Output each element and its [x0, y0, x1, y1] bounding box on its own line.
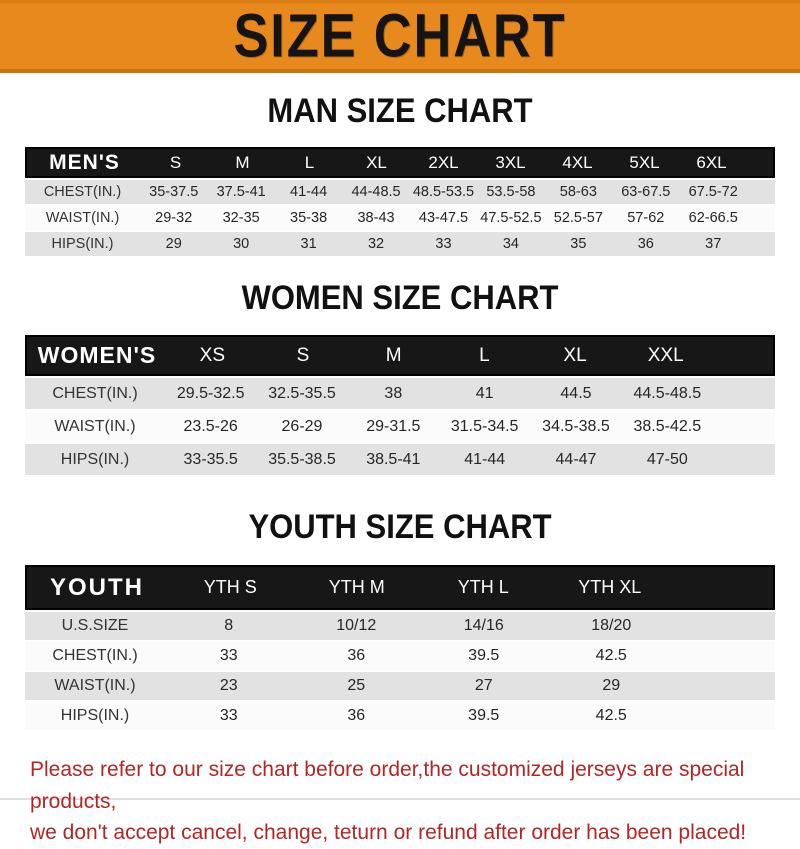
table-cell: 39.5 [468, 647, 500, 664]
column-header: YTH S [203, 577, 257, 597]
column-header: M [235, 152, 250, 172]
table-cell: 35.5-38.5 [268, 450, 336, 468]
table-cell: 42.5 [595, 647, 627, 664]
column-header: L [304, 152, 315, 172]
table-cell: 8 [224, 617, 234, 634]
table-row [25, 232, 775, 256]
column-header: 4XL [562, 152, 593, 172]
table-cell: 33 [219, 707, 238, 724]
column-header: XL [563, 344, 587, 366]
table-cell: 38 [384, 384, 403, 402]
table-cell: 48.5-53.5 [412, 184, 475, 200]
table-cell: 31.5-34.5 [450, 417, 519, 435]
column-header: 5XL [629, 152, 660, 172]
column-header: 3XL [495, 152, 526, 172]
row-label: WAIST(IN.) [54, 677, 136, 694]
table-cell: 52.5-57 [553, 210, 603, 226]
table-cell: 29 [165, 236, 182, 252]
table-cell: 29-32 [155, 210, 193, 226]
table-cell: 18/20 [591, 617, 632, 634]
disclaimer-line: we don't accept cancel, change, teturn or refund after order has been placed! [30, 821, 747, 844]
table-cell: 27 [474, 677, 493, 694]
row-label: CHEST(IN.) [43, 184, 122, 200]
table-body [25, 180, 775, 256]
table-header-label: MEN'S [49, 150, 120, 174]
table-cell: 35-37.5 [149, 184, 199, 200]
table-cell: 31 [300, 236, 317, 252]
table-header-label: YOUTH [50, 573, 144, 601]
table-cell: 32.5-35.5 [268, 384, 336, 402]
table-cell: 38.5-42.5 [633, 417, 702, 435]
table-header-row [25, 147, 775, 178]
table-cell: 29.5-32.5 [176, 384, 245, 402]
banner [0, 0, 800, 73]
table-cell: 10/12 [336, 617, 377, 634]
column-header: S [169, 152, 182, 172]
table-cell: 23.5-26 [183, 417, 238, 435]
table-cell: 23 [219, 677, 238, 694]
row-label: U.S.SIZE [61, 617, 129, 634]
table-cell: 33-35.5 [183, 450, 238, 468]
table-row [25, 672, 775, 700]
row-label: WAIST(IN.) [45, 210, 120, 226]
charts-container [0, 91, 800, 730]
disclaimer [30, 754, 800, 849]
row-label: WAIST(IN.) [54, 417, 136, 435]
size-table-youth [25, 565, 775, 730]
table-cell: 44.5 [560, 384, 592, 402]
disclaimer-line: Please refer to our size chart before order,the customized jerseys are special products, [30, 758, 745, 813]
size-chart-section-women [0, 278, 800, 475]
table-cell: 37.5-41 [216, 184, 266, 200]
table-cell: 38-43 [357, 210, 395, 226]
section-title: MAN SIZE CHART [267, 91, 533, 130]
table-cell: 38.5-41 [366, 450, 421, 468]
table-cell: 33 [435, 236, 452, 252]
section-title: YOUTH SIZE CHART [248, 507, 552, 546]
table-cell: 43-47.5 [418, 210, 469, 226]
table-cell: 37 [705, 236, 722, 252]
table-cell: 32 [367, 236, 385, 252]
table-header-label: WOMEN'S [37, 342, 157, 368]
table-cell: 58-63 [559, 184, 597, 200]
column-header: XL [366, 152, 387, 172]
table-cell: 30 [233, 236, 250, 252]
row-label: HIPS(IN.) [51, 236, 114, 252]
table-cell: 36 [637, 236, 654, 252]
table-cell: 67.5-72 [688, 184, 738, 200]
table-cell: 34.5-38.5 [542, 417, 610, 435]
table-cell: 25 [347, 677, 366, 694]
column-header: YTH XL [578, 577, 642, 597]
table-cell: 44.5-48.5 [633, 384, 702, 402]
table-cell: 41-44 [464, 450, 506, 468]
column-header: L [479, 344, 490, 366]
table-row [25, 378, 775, 409]
table-cell: 42.5 [595, 707, 627, 724]
table-cell: 36 [347, 647, 366, 664]
table-cell: 47-50 [646, 450, 688, 468]
table-cell: 34 [502, 236, 519, 252]
row-label: CHEST(IN.) [52, 384, 138, 402]
table-row [25, 180, 775, 204]
table-cell: 39.5 [468, 707, 500, 724]
size-chart-section-youth [0, 507, 800, 730]
table-header-row [25, 335, 775, 376]
column-header: YTH L [457, 577, 509, 597]
table-cell: 26-29 [281, 417, 323, 435]
table-cell: 14/16 [463, 617, 504, 634]
table-cell: 29-31.5 [366, 417, 421, 435]
table-row [25, 702, 775, 730]
table-cell: 57-62 [627, 210, 665, 226]
table-cell: 47.5-52.5 [480, 210, 542, 226]
table-cell: 33 [219, 647, 238, 664]
row-label: HIPS(IN.) [60, 707, 130, 724]
size-table-women [25, 335, 775, 475]
page-title: SIZE CHART [233, 0, 567, 71]
table-cell: 62-66.5 [688, 210, 738, 226]
table-cell: 35 [570, 236, 587, 252]
column-header: XS [199, 344, 226, 366]
table-row [25, 444, 775, 475]
row-label: CHEST(IN.) [52, 647, 138, 664]
size-table-men [25, 147, 775, 256]
size-chart-section-men [0, 91, 800, 256]
table-cell: 44-47 [555, 450, 597, 468]
table-cell: 41-44 [290, 184, 328, 200]
table-cell: 36 [347, 707, 366, 724]
table-cell: 44-48.5 [351, 184, 401, 200]
table-cell: 41 [475, 384, 494, 402]
column-header: 6XL [696, 152, 727, 172]
column-header: S [296, 344, 310, 366]
table-row [25, 206, 775, 230]
table-cell: 53.5-58 [486, 184, 536, 200]
table-body [25, 378, 775, 475]
column-header: M [385, 344, 402, 366]
column-header: 2XL [428, 152, 459, 172]
table-cell: 63-67.5 [621, 184, 671, 200]
table-row [25, 642, 775, 670]
row-label: HIPS(IN.) [60, 450, 130, 468]
column-header: XXL [647, 344, 684, 366]
table-cell: 35-38 [290, 210, 328, 226]
table-cell: 29 [602, 677, 621, 694]
table-row [25, 411, 775, 442]
table-header-row [25, 565, 775, 610]
section-title: WOMEN SIZE CHART [241, 278, 559, 317]
column-header: YTH M [328, 577, 385, 597]
table-body [25, 612, 775, 730]
table-row [25, 612, 775, 640]
table-cell: 32-35 [222, 210, 260, 226]
